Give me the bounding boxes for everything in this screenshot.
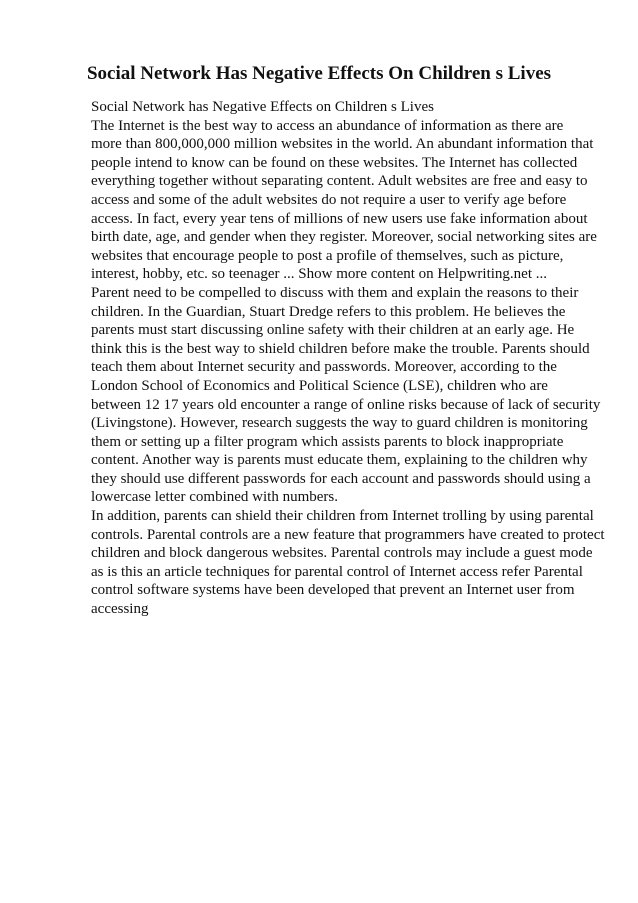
body-line: control software systems have been developed that prevent an Internet user from xyxy=(91,582,575,599)
body-line: children and block dangerous websites. Parental controls may include a guest mode xyxy=(91,545,593,562)
body-line: interest, hobby, etc. so teenager ... Show more content on Helpwriting.net ... xyxy=(91,266,547,283)
body-line: (Livingstone). However, research suggests the way to guard children is monitoring xyxy=(91,415,588,432)
document-title: Social Network Has Negative Effects On Children s Lives xyxy=(86,63,552,84)
body-line: between 12 17 years old encounter a range of online risks because of lack of security xyxy=(91,396,601,413)
body-line: everything together without separating content. Adult websites are free and easy to xyxy=(91,173,588,190)
body-line: think this is the best way to shield children before make the trouble. Parents should xyxy=(91,340,590,357)
body-line: they should use different passwords for each account and passwords should using a xyxy=(91,470,591,487)
body-line: access. In fact, every year tens of millions of new users use fake information about xyxy=(91,210,588,227)
body-line: children. In the Guardian, Stuart Dredge refers to this problem. He believes the xyxy=(91,303,566,320)
body-line: as is this an article techniques for parental control of Internet access refer Parental xyxy=(91,563,583,580)
body-line: London School of Economics and Political Science (LSE), children who are xyxy=(91,377,548,394)
body-line: Parent need to be compelled to discuss with them and explain the reasons to their xyxy=(91,284,579,301)
body-line: In addition, parents can shield their children from Internet trolling by using parental xyxy=(91,508,594,525)
body-line: accessing xyxy=(91,601,149,618)
body-line: access and some of the adult websites do not require a user to verify age before xyxy=(91,191,567,208)
body-line: parents must start discussing online safety with their children at an early age. He xyxy=(91,322,575,339)
body-line: more than 800,000,000 million websites in the world. An abundant information that xyxy=(91,136,594,153)
body-line: content. Another way is parents must educate them, explaining to the children why xyxy=(91,452,588,469)
body-line: The Internet is the best way to access an abundance of information as there are xyxy=(91,117,564,134)
body-line: birth date, age, and gender when they register. Moreover, social networking sites are xyxy=(91,229,597,246)
body-line: them or setting up a filter program which assists parents to block inappropriate xyxy=(91,433,564,450)
body-line: teach them about Internet security and passwords. Moreover, according to the xyxy=(91,359,557,376)
body-line: Social Network has Negative Effects on Children s Lives xyxy=(91,99,434,115)
body-line: lowercase letter combined with numbers. xyxy=(91,489,339,506)
document-body xyxy=(91,98,605,619)
body-line: controls. Parental controls are a new feature that programmers have created to protect xyxy=(91,526,605,543)
body-line: websites that encourage people to post a profile of themselves, such as picture, xyxy=(91,247,564,264)
body-line: people intend to know can be found on these websites. The Internet has collected xyxy=(91,154,578,171)
